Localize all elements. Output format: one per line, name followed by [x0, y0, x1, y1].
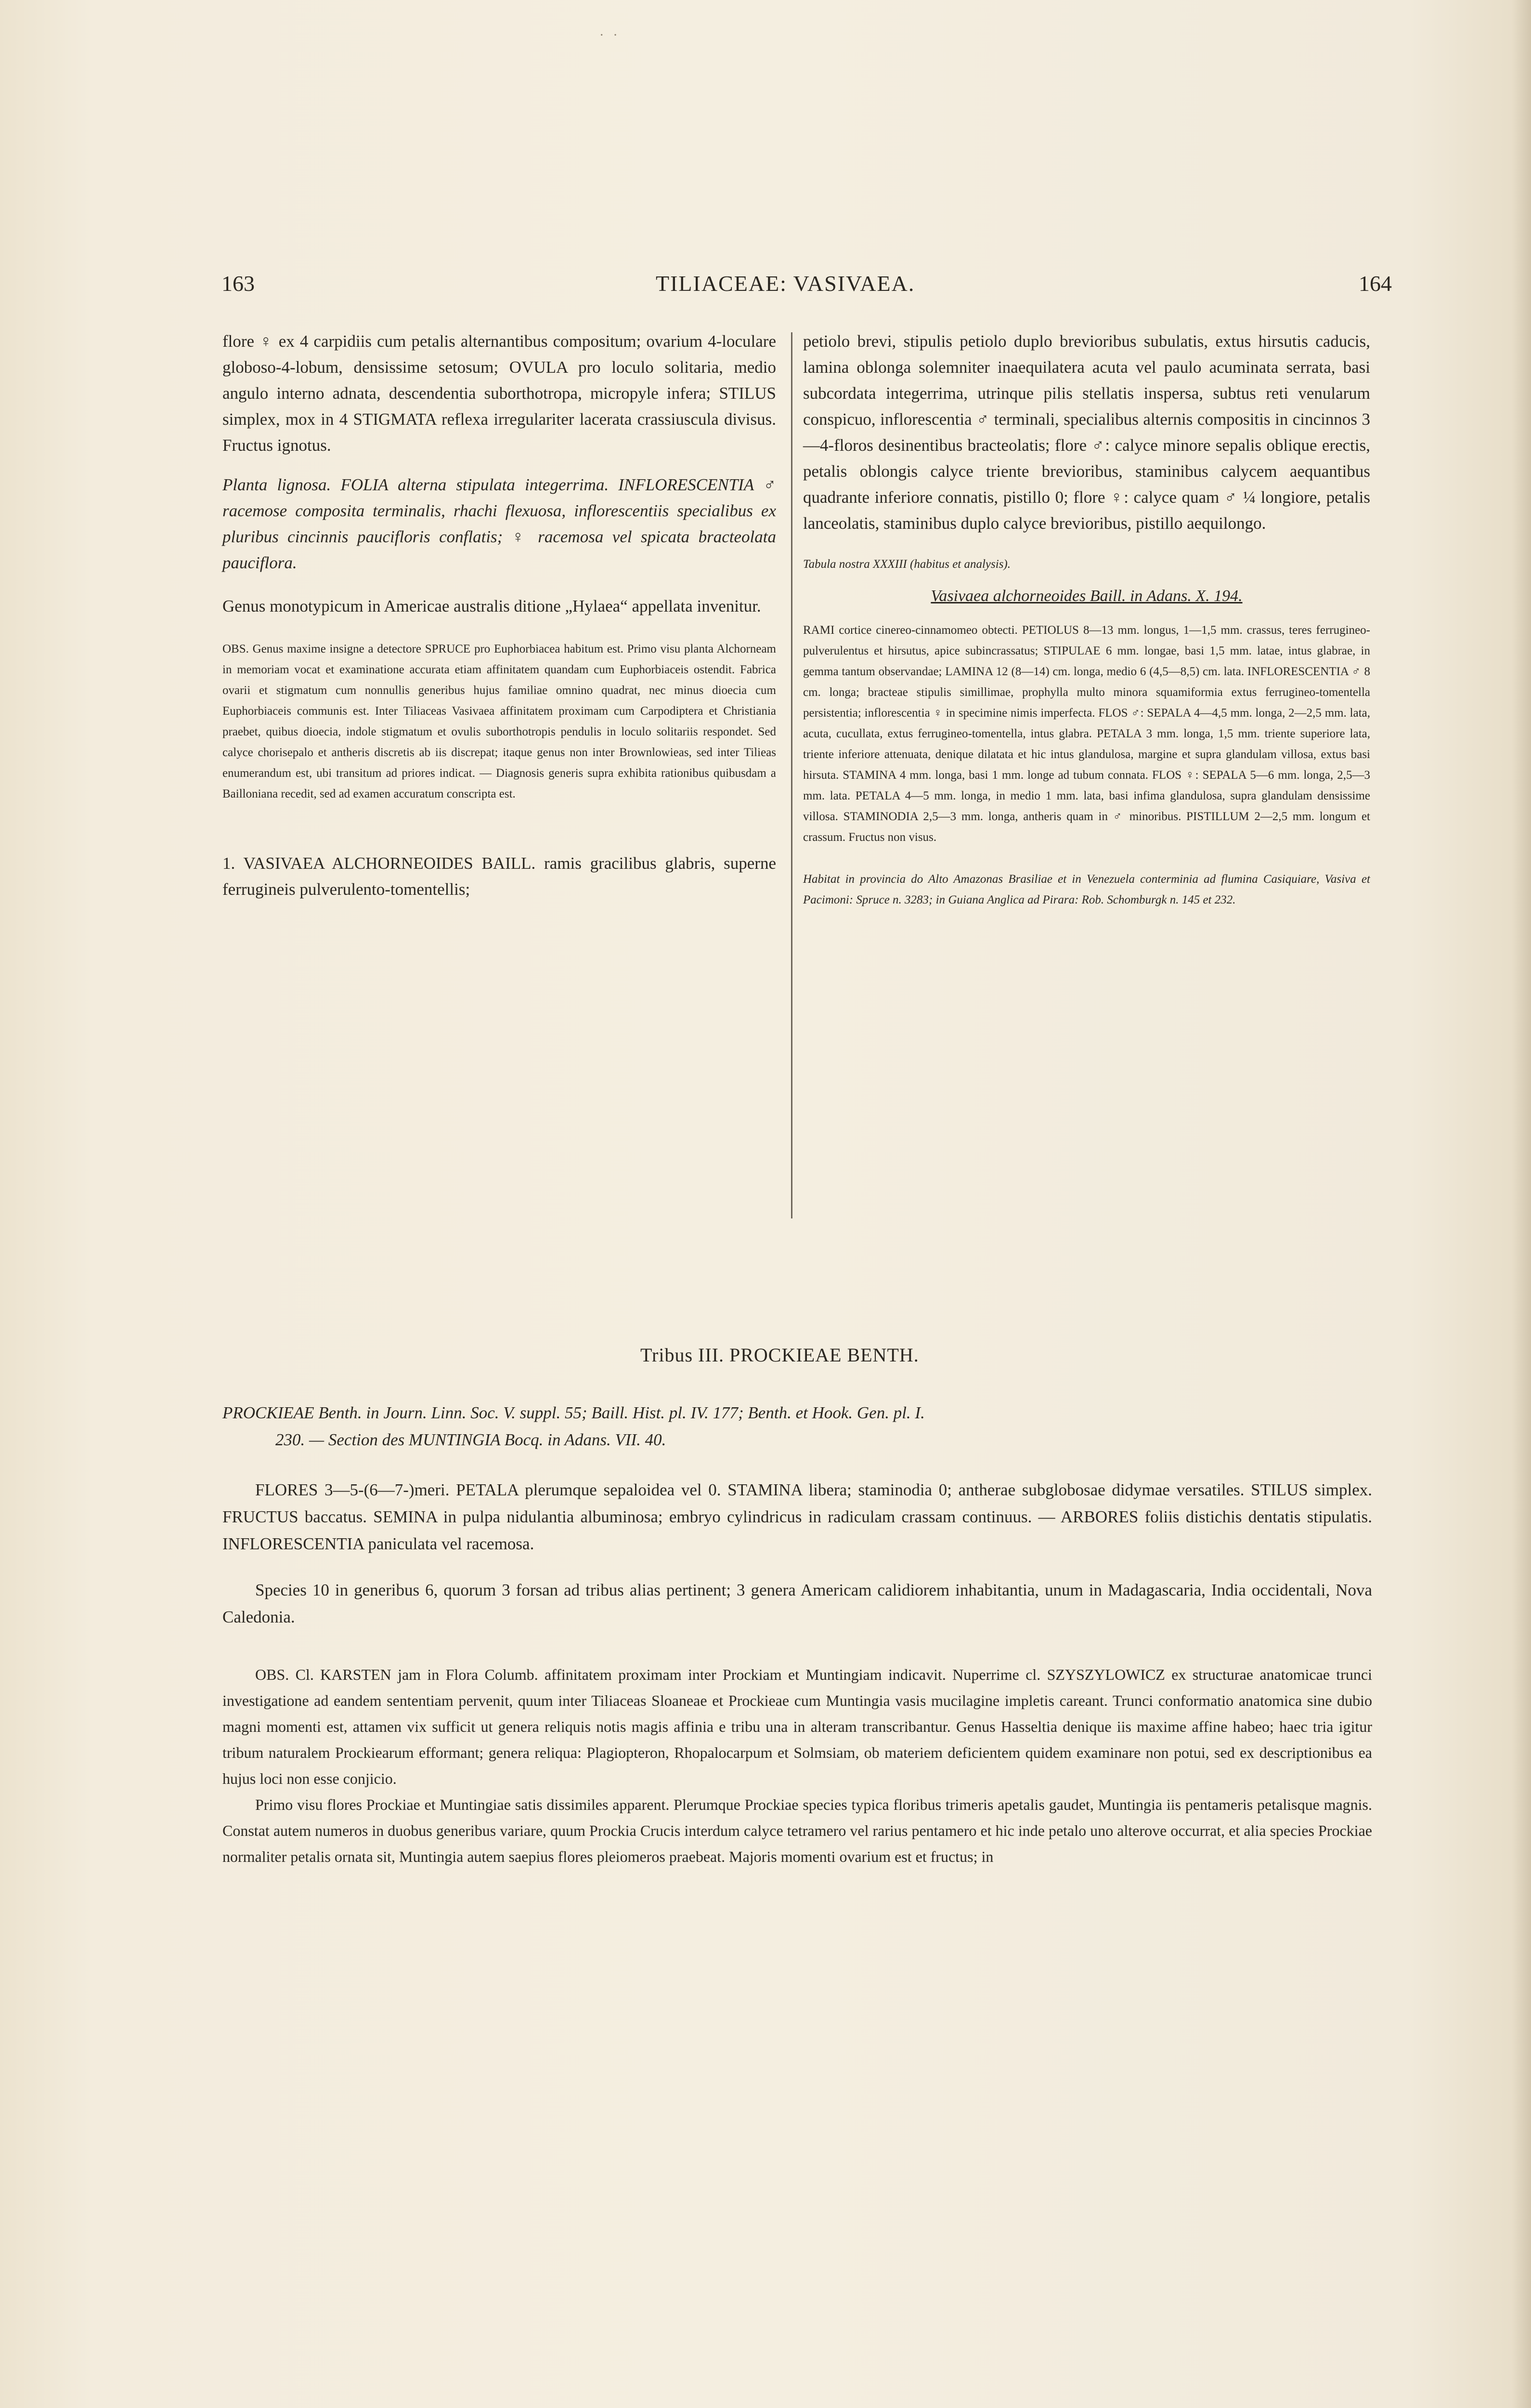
running-title: TILIACEAE: VASIVAEA. — [656, 271, 915, 296]
tribe-synonymy — [222, 1400, 1372, 1453]
habitat-note: Habitat in provincia do Alto Amazonas Brasiliae et in Venezuela conterminia ad flumina Casiquiare, Vasiva et Pacimoni: Spruce n. 3283; in Guiana Anglica ad Pirara: Rob. Schomburgk n. 145 et 232. — [803, 873, 1370, 906]
print-specks: · · — [599, 28, 621, 43]
habit-summary: Planta lignosa. FOLIA alterna stipulata integerrima. INFLORESCENTIA ♂ racemose composita terminalis, rhachi flexuosa, inflorescentiis specialibus ex pluribus cincinnis paucifloris conflatis; ♀ racemosa vel spicata bracteolata pauciflora. — [222, 475, 776, 572]
synonymy-line-1: PROCKIEAE Benth. in Journ. Linn. Soc. V. suppl. 55; Baill. Hist. pl. IV. 177; Benth. et Hook. Gen. pl. I. — [222, 1403, 925, 1422]
species-heading: 1. VASIVAEA ALCHORNEOIDES BAILL. ramis gracilibus glabris, superne ferrugineis pulverulento-tomentellis; — [222, 854, 776, 899]
species-description: RAMI cortice cinereo-cinnamomeo obtecti. PETIOLUS 8—13 mm. longus, 1—1,5 mm. crassus, teres ferrugineo-pulverulentus et hirsutus, apice subincrassatus; STIPULAE 6 mm. longae, basi 1,5 mm. latae, intus glabrae, in gemma tantum observandae; LAMINA 12 (8—14) cm. longa, medio 6 (4,5—8,5) cm. lata. INFLORESCENTIA ♂ 8 cm. longa; bracteae stipulis simillimae, prophylla multo minora squamiformia extus ferrugineo-tomentella persistentia; inflorescentia ♀ in specimine nimis imperfecta. FLOS ♂: SEPALA 4—4,5 mm. longa, 2—2,5 mm. lata, acuta, cucullata, extus ferrugineo-tomentella, intus glabra. PETALA 3 mm. longa, 1,5 mm. triente superiore lata, triente inferiore attenuata, denique dilatata et hic intus glandulosa, margine et supra glandulam villosa, extus basi hirsuta. STAMINA 4 mm. longa, basi 1 mm. longe ad tubum connata. FLOS ♀: SEPALA 5—6 mm. longa, 2,5—3 mm. lata. PETALA 4—5 mm. longa, in medio 1 mm. lata, basi infima glandulosa, supra glandulam densissime villosa. STAMINODIA 2,5—3 mm. longa, antheris quam in ♂ minoribus. PISTILLUM 2—2,5 mm. longum et crassum. Fructus non visus. — [803, 624, 1370, 844]
tribe-discussion: Primo visu flores Prockiae et Muntingiae satis dissimiles apparent. Plerumque Prockiae species typica floribus trimeris apetalis gaudet, Muntingia iis pentameris petalisque magnis. Constat autem numeros in duobus generibus variare, quum Prockia Crucis interdum calyce tetramero vel rarius pentamero et hic inde petalo uno alterove occurrat, et alia species Prockiae normaliter petalis ornata sit, Muntingia autem saepius flores pleiomeros praebeat. Majoris momenti ovarium est et fructus; in — [222, 1796, 1372, 1865]
tribe-species-count: Species 10 in generibus 6, quorum 3 forsan ad tribus alias pertinent; 3 genera Americam calidiorem inhabitantia, unum in Madagascaria, India occidentali, Nova Caledonia. — [222, 1581, 1372, 1626]
page-number-left: 163 — [221, 271, 255, 296]
page-edge-shadow — [1512, 0, 1531, 2408]
species-citation: Vasivaea alchorneoides Baill. in Adans. X. 194. — [931, 587, 1243, 605]
genus-description: flore ♀ ex 4 carpidiis cum petalis alternantibus compositum; ovarium 4-loculare globoso-4-lobum, densissime setosum; OVULA pro loculo solitaria, medio angulo interno adnata, descendentia suborthotropa, micropyle infera; STILUS simplex, mox in 4 STIGMATA reflexa irregulariter lacerata crassiuscula divisus. Fructus ignotus. — [222, 332, 776, 455]
left-column — [222, 328, 776, 903]
plate-reference: Tabula nostra XXXIII (habitus et analysis). — [803, 558, 1011, 571]
species-diagnosis: petiolo brevi, stipulis petiolo duplo brevioribus subulatis, extus hirsutis caducis, lamina oblonga solemniter inaequilatera acuta vel paulo acuminata serrata, basi subcordata integerrima, utrinque pilis stellatis inspersa, subtus reti venularum conspicuo, inflorescentia ♂ terminali, specialibus alternis compositis in cincinnos 3—4-floros desinentibus bracteolatis; flore ♂: calyce minore sepalis oblique erectis, petalis oblongis calyce triente brevioribus, staminibus calycem aequantibus quadrante inferiore connatis, pistillo 0; flore ♀: calyce quam ♂ ¼ longiore, petalis lanceolatis, staminibus duplo calyce brevioribus, pistillo aequilongo. — [803, 332, 1370, 533]
tribe-section — [222, 1400, 1372, 1870]
synonymy-line-2: 230. — Section des MUNTINGIA Bocq. in Adans. VII. 40. — [275, 1430, 666, 1449]
column-divider — [791, 332, 792, 1218]
observation-note: OBS. Genus maxime insigne a detectore SPRUCE pro Euphorbiacea habitum est. Primo visu planta Alchorneam in memoriam vocat et examinatione accurata etiam affinitatem quandam cum Euphorbiaceis ostendit. Fabrica ovarii et stigmatum cum nonnullis generibus hujus familiae omnino quadrat, nec minus dioecia cum Euphorbiaceis communis est. Inter Tiliaceas Vasivaea affinitatem proximam cum Carpodiptera et Christiania praebet, quibus dioecia, indole stigmatum et ovulis suborthotropis pendulis in loculo solitariis respondet. Sed calyce chorisepalo et antheris discretis ab iis discrepat; itaque genus non inter Brownlowieas, sed inter Tilieas enumerandum est, ubi transitum ad priores indicat. — Diagnosis generis supra exhibita rationibus quibusdam a Bailloniana recedit, sed ad examen accuratum conscripta est. — [222, 642, 776, 800]
tribe-observation: OBS. Cl. KARSTEN jam in Flora Columb. affinitatem proximam inter Prockiam et Muntingiam indicavit. Nuperrime cl. SZYSZYLOWICZ ex structurae anatomicae trunci investigatione ad eandem sententiam pervenit, quum inter Tiliaceas Sloaneae et Prockieae cum Muntingia vasis mucilagine impletis careant. Trunci conformatio anatomica sine dubio magni momenti est, attamen vix sufficit ut genera reliquis notis magis affinia e tribu una in alteram transcribantur. Genus Hasseltia denique iis maxime affine habeo; haec tria igitur tribum naturalem Prockiearum efformant; genera reliqua: Plagiopteron, Rhopalocarpum et Solmsiam, ob materiem deficientem quidem examinare non potui, sed ex descriptionibus ea hujus loci non esse conjicio. — [222, 1666, 1372, 1787]
page-number-right: 164 — [1359, 271, 1392, 296]
tribe-heading: Tribus III. PROCKIEAE BENTH. — [640, 1344, 919, 1366]
genus-distribution: Genus monotypicum in Americae australis ditione „Hylaea“ appellata invenitur. — [222, 597, 761, 615]
right-column — [803, 328, 1370, 910]
tribe-characters: FLORES 3—5-(6—7-)meri. PETALA plerumque sepaloidea vel 0. STAMINA libera; staminodia 0; antherae subglobosae didymae versatiles. STILUS simplex. FRUCTUS baccatus. SEMINA in pulpa nidulantia albuminosa; embryo cylindricus in radiculam crassam continuus. — ARBORES foliis distichis dentatis stipulatis. INFLORESCENTIA paniculata vel racemosa. — [222, 1480, 1372, 1553]
